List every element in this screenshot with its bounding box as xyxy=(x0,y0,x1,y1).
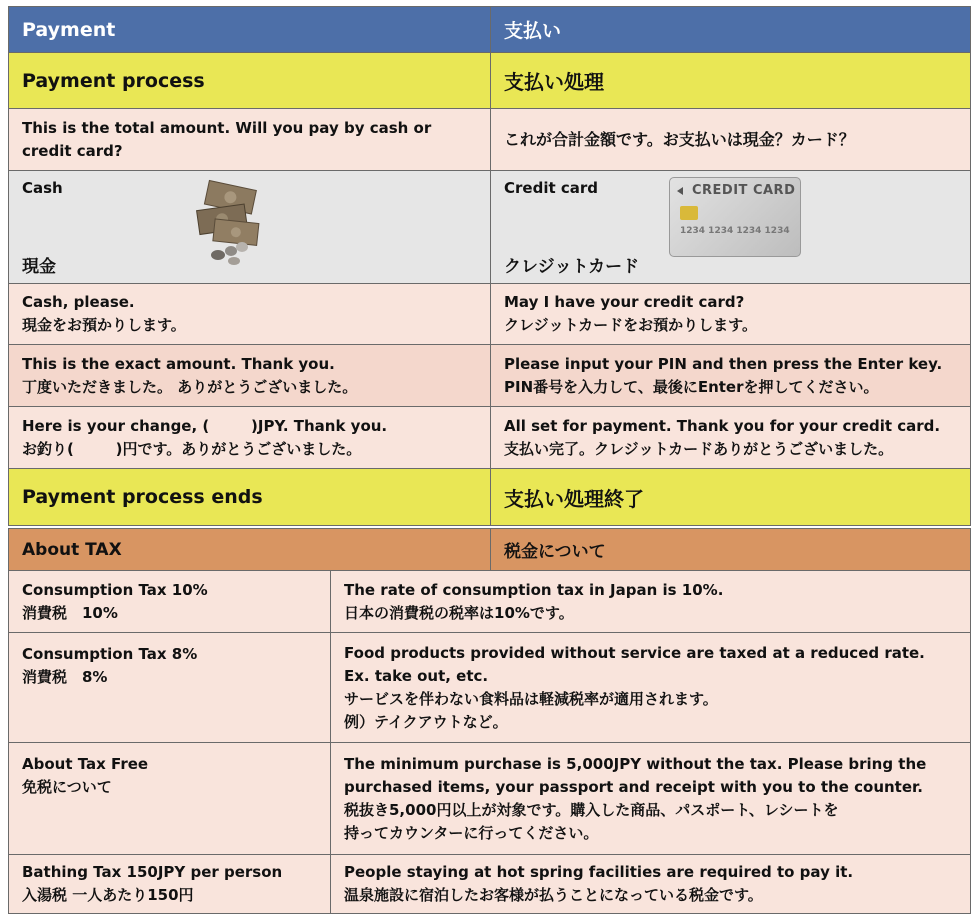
payment-process-jp: 支払い処理 xyxy=(504,70,604,94)
tax4-desc xyxy=(331,855,970,913)
tax1-desc xyxy=(331,571,970,632)
row1-left-en: Cash, please. xyxy=(22,293,135,311)
tax3-title-jp: 免税について xyxy=(22,778,112,796)
total-row xyxy=(9,109,970,171)
row3-left-jp: お釣り( )円です。ありがとうございました。 xyxy=(22,439,362,458)
payment-row-3 xyxy=(9,407,970,469)
tax3-desc xyxy=(331,743,970,854)
tax2-title xyxy=(9,633,331,742)
credit-cell xyxy=(491,171,970,283)
tax2-desc-line: サービスを伴わない食料品は軽減税率が適用されます。 xyxy=(344,689,718,708)
card-arrow-icon xyxy=(677,187,683,195)
tax1-title-en: Consumption Tax 10% xyxy=(22,580,208,599)
row3-right-en: All set for payment. Thank you for your credit card. xyxy=(504,416,941,435)
cash-money-icon xyxy=(184,179,274,271)
total-jp: これが合計金額です。お支払いは現金？カード？ xyxy=(504,130,855,149)
row3-left xyxy=(9,407,491,468)
method-row xyxy=(9,171,970,284)
tax2-desc-line: Ex. take out, etc. xyxy=(344,666,489,685)
tax2-desc-line: 例）テイクアウトなど。 xyxy=(344,712,508,731)
row3-left-en: Here is your change, ( )JPY. Thank you. xyxy=(22,416,388,435)
payment-row-2 xyxy=(9,345,970,407)
tax-header-jp: 税金について xyxy=(504,542,606,562)
row2-right-en: Please input your PIN and then press the Enter key. xyxy=(504,354,943,373)
cash-cell xyxy=(9,171,491,283)
tax4-title-jp: 入湯税 一人あたり150円 xyxy=(22,886,194,904)
card-chip-icon xyxy=(680,206,698,220)
tax1-desc-line: The rate of consumption tax in Japan is 10%. xyxy=(344,580,724,599)
tax-row-1 xyxy=(9,571,970,633)
card-number: 1234 1234 1234 1234 xyxy=(680,226,790,236)
row1-right xyxy=(491,284,970,344)
card-title: CREDIT CARD xyxy=(692,183,796,198)
row3-right-jp: 支払い完了。クレジットカードありがとうございました。 xyxy=(504,439,894,458)
tax1-title-jp: 消費税 10% xyxy=(22,603,118,622)
payment-process-en: Payment process xyxy=(9,53,491,108)
row1-right-jp: クレジットカードをお預かりします。 xyxy=(504,316,757,334)
tax2-desc xyxy=(331,633,970,742)
row2-right-jp: PIN番号を入力して、最後にEnterを押してください。 xyxy=(504,377,879,396)
payment-table xyxy=(8,6,971,526)
tax4-desc-line: 温泉施設に宿泊したお客様が払うことになっている税金です。 xyxy=(344,886,763,904)
tax3-title xyxy=(9,743,331,854)
row2-right xyxy=(491,345,970,406)
tax1-title xyxy=(9,571,331,632)
credit-label-en: Credit card xyxy=(504,179,598,197)
tax-row-4 xyxy=(9,855,970,913)
credit-label-jp: クレジットカード xyxy=(504,257,640,277)
tax2-desc-line: Food products provided without service are taxed at a reduced rate. xyxy=(344,643,925,662)
tax-header-row xyxy=(9,529,970,571)
tax4-title xyxy=(9,855,331,913)
tax3-desc-line: 持ってカウンターに行ってください。 xyxy=(344,823,599,842)
row1-right-en: May I have your credit card? xyxy=(504,293,745,311)
row2-left xyxy=(9,345,491,406)
row1-left-jp: 現金をお預かりします。 xyxy=(22,316,186,334)
tax4-title-en: Bathing Tax 150JPY per person xyxy=(22,863,283,881)
payment-ends-en: Payment process ends xyxy=(9,469,491,525)
payment-ends-jp: 支払い処理終了 xyxy=(504,486,644,511)
tax1-desc-line: 日本の消費税の税率は10%です。 xyxy=(344,603,574,622)
tax3-desc-line: purchased items, your passport and receipt with you to the counter. xyxy=(344,777,923,796)
row2-left-en: This is the exact amount. Thank you. xyxy=(22,354,335,373)
row3-right xyxy=(491,407,970,468)
tax3-desc-line: The minimum purchase is 5,000JPY without the tax. Please bring the xyxy=(344,754,927,773)
tax3-title-en: About Tax Free xyxy=(22,755,149,773)
payment-header-jp: 支払い xyxy=(504,20,562,42)
tax2-title-en: Consumption Tax 8% xyxy=(22,645,198,663)
tax-row-2 xyxy=(9,633,970,743)
cash-label-en: Cash xyxy=(22,179,63,197)
total-en: This is the total amount. Will you pay by cash or credit card? xyxy=(9,109,491,170)
tax-row-3 xyxy=(9,743,970,855)
row2-left-jp: 丁度いただきました。 ありがとうございました。 xyxy=(22,377,358,396)
payment-process-row xyxy=(9,53,970,109)
tax2-title-jp: 消費税 8% xyxy=(22,668,108,686)
cash-label-jp: 現金 xyxy=(22,257,56,277)
tax3-desc-line: 税抜き5,000円以上が対象です。購入した商品、パスポート、レシートを xyxy=(344,800,839,819)
tax4-desc-line: People staying at hot spring facilities are required to pay it. xyxy=(344,863,854,881)
payment-header-row xyxy=(9,7,970,53)
payment-row-1 xyxy=(9,284,970,345)
payment-header-en: Payment xyxy=(9,7,491,52)
tax-header-en: About TAX xyxy=(9,529,491,570)
payment-ends-row xyxy=(9,469,970,525)
tax-table xyxy=(8,528,971,914)
credit-card-icon xyxy=(669,177,801,257)
row1-left xyxy=(9,284,491,344)
